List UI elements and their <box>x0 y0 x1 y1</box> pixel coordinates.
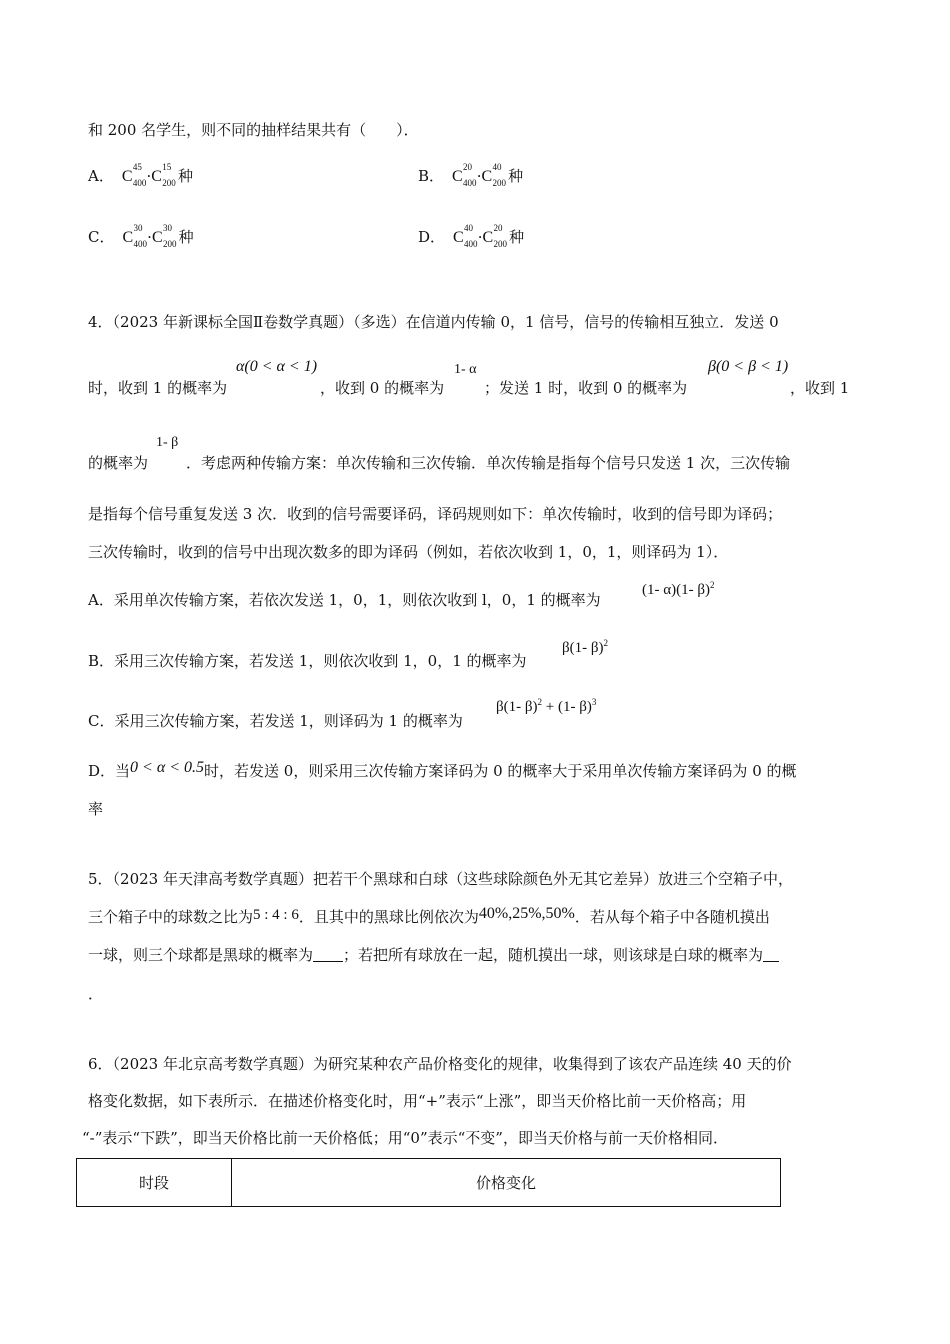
q4-option-a-expr: (1- α)(1- β)$^2$ <box>642 580 715 598</box>
q4-line5: 三次传输时，收到的信号中出现次数多的即为译码（例如，若依次收到 1，0，1，则译码为 1）． <box>88 543 729 561</box>
q4-line3-a: 的概率为 <box>88 454 149 472</box>
q6-line3: “-”表示“下跌”，即当天价格比前一天价格低；用“0”表示“不变”，即当天价格与前一天价格相同． <box>82 1129 728 1147</box>
q4-option-d-tail: 率 <box>88 800 104 818</box>
q6-line1: 6．（2023 年北京高考数学真题）为研究某种农产品价格变化的规律，收集得到了该农产品连续 40 天的价 <box>88 1055 792 1073</box>
table-header-period: 时段 <box>77 1159 232 1207</box>
q3-option-b[interactable]: B． C 20 400 ·C 40 200 种 <box>418 162 524 188</box>
q4-one-minus-alpha: 1- α <box>454 362 477 377</box>
q3-option-c[interactable]: C． C 30 400 ·C 30 200 种 <box>88 223 194 249</box>
q5-line3: 一球，则三个球都是黑球的概率为 ；若把所有球放在一起，随机摸出一球，则该球是白球的概率为 <box>88 944 779 965</box>
q3-option-a[interactable]: A． C 45 400 ·C 15 200 种 <box>88 162 193 188</box>
q4-alpha-expr: α(0 < α < 1) <box>236 358 318 375</box>
q4-line2-b: ，收到 0 的概率为 <box>320 379 445 397</box>
q5-line1: 5．（2023 年天津高考数学真题）把若干个黑球和白球（这些球除颜色外无其它差异）放进三个空箱子中， <box>88 870 793 888</box>
q5-blank-1[interactable] <box>313 947 343 962</box>
q4-option-b[interactable]: B．采用三次传输方案，若发送 1，则依次收到 1，0，1 的概率为 <box>88 652 527 670</box>
q5-line2: 三个箱子中的球数之比为5 : 4 : 6．且其中的黑球比例依次为40%,25%,50%．若从每个箱子中各随机摸出 <box>88 905 770 926</box>
q4-option-a[interactable]: A．采用单次传输方案，若依次发送 1，0，1，则依次收到 l，0，1 的概率为 <box>88 591 601 609</box>
q4-option-b-expr: β(1- β)$^2$ <box>562 638 608 656</box>
table-header-price-change: 价格变化 <box>232 1159 781 1207</box>
q4-line1: 4．（2023 年新课标全国Ⅱ卷数学真题）（多选）在信道内传输 0，1 信号，信号的传输相互独立．发送 0 <box>88 313 779 331</box>
q5-blank-2[interactable] <box>763 947 779 962</box>
q4-option-c-expr: β(1- β)$^2$ + (1- β)$^3$ <box>496 697 597 715</box>
q3-stem-tail: 和 200 名学生，则不同的抽样结果共有（ ）． <box>88 121 419 139</box>
q5-line4: ． <box>88 985 104 1003</box>
table-header-row <box>77 1159 781 1207</box>
q4-line2-a: 时，收到 1 的概率为 <box>88 379 228 397</box>
q3-option-d[interactable]: D． C 40 400 ·C 20 200 种 <box>418 223 525 249</box>
q4-one-minus-beta: 1- β <box>156 435 179 450</box>
q4-beta-expr: β(0 < β < 1) <box>708 358 789 375</box>
q4-line2-d: ，收到 1 <box>790 379 850 397</box>
q4-option-d[interactable]: D．当0 < α < 0.5时，若发送 0，则采用三次传输方案译码为 0 的概率大于采用单次传输方案译码为 0 的概 <box>88 759 797 780</box>
q4-line3-b: ．考虑两种传输方案：单次传输和三次传输．单次传输是指每个信号只发送 1 次，三次传输 <box>186 454 791 472</box>
q4-line4: 是指每个信号重复发送 3 次．收到的信号需要译码，译码规则如下：单次传输时，收到的信号即为译码； <box>88 505 783 523</box>
q6-line2: 格变化数据，如下表所示．在描述价格变化时，用“+”表示“上涨”，即当天价格比前一天价格高；用 <box>88 1092 747 1110</box>
price-change-table <box>76 1158 781 1207</box>
q4-option-c[interactable]: C．采用三次传输方案，若发送 1，则译码为 1 的概率为 <box>88 712 463 730</box>
q4-line2-c: ；发送 1 时，收到 0 的概率为 <box>484 379 688 397</box>
